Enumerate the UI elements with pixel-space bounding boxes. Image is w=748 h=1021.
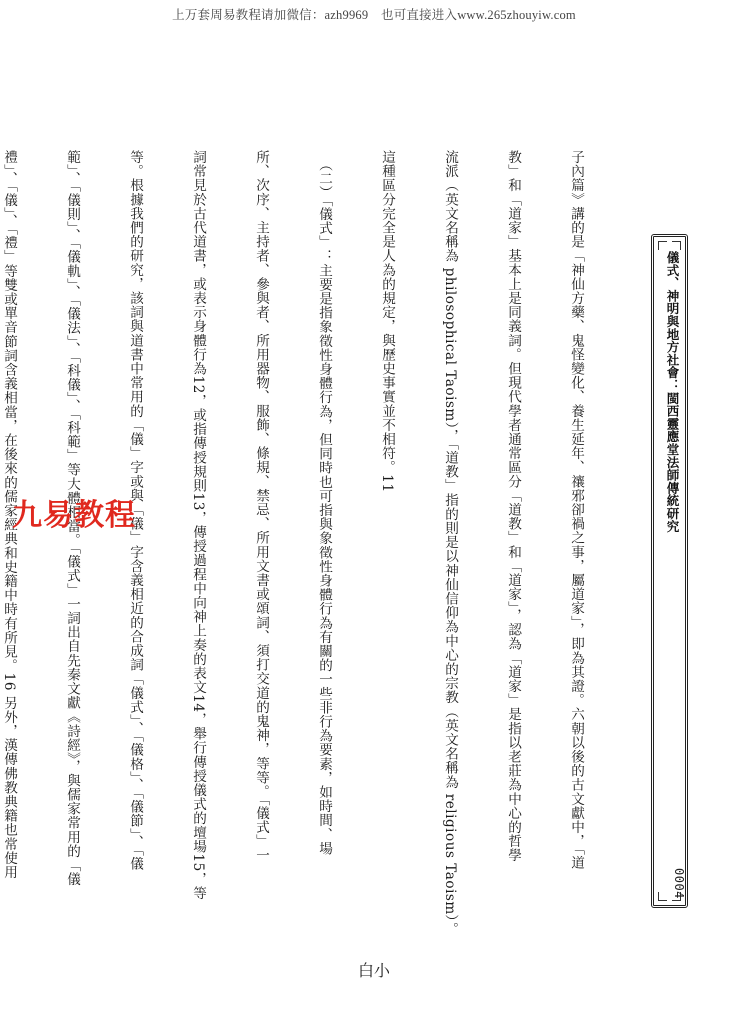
body-line: 這種區分完全是人為的規定，與歷史事實並不相符。11 bbox=[379, 150, 395, 493]
body-line: 等。根據我們的研究，該詞與道書中常用的「儀」字或與「儀」字含義相近的合成詞「儀式」、「儀格」、「儀節」、「儀 bbox=[127, 150, 143, 871]
watermark-logo: 九易教程 bbox=[12, 498, 136, 533]
corner-ornament-icon bbox=[658, 892, 667, 901]
body-line: 教」和「道家」基本上是同義詞。但現代學者通常區分「道教」和「道家」，認為「道家」是指以老莊為中心的哲學 bbox=[505, 150, 521, 863]
corner-ornament-icon bbox=[672, 241, 681, 250]
body-line: （二）「儀式」：主要是指象徵性身體行為，但同時也可指與象徵性身體行為有關的一些非行為要素，如時間、場 bbox=[316, 150, 332, 856]
corner-ornament-icon bbox=[658, 241, 667, 250]
running-head-title: 儀式、神明與地方社會：閩西靈應堂法師傳統研究 bbox=[665, 251, 680, 533]
body-line: 子內篇》講的是「神仙方藥、鬼怪變化、養生延年、禳邪卻禍之事，屬道家」，即為其證。六朝以後的古文獻中，「道 bbox=[568, 150, 584, 870]
site-banner: 上万套周易教程请加微信：azh9969 也可直接进入www.265zhouyiw.com bbox=[172, 8, 576, 22]
body-line: 範」、「儀則」、「儀軌」、「儀法」、「科儀」、「科範」等大體相當。「儀式」一詞出自先秦文獻《詩經》，與儒家常用的「儀 bbox=[64, 150, 80, 887]
body-line: 所、次序、主持者、參與者、所用器物、服飾、條規、禁忌、所用文書或頌詞、須打交道的鬼神，等等。「儀式」一 bbox=[253, 150, 269, 863]
running-head-box bbox=[651, 234, 688, 908]
page-footer: 白小 bbox=[357, 961, 390, 980]
body-line: 流派（英文名稱為 philosophical Taoism），「道教」指的則是以神仙信仰為中心的宗教（英文名稱為 religious Taoism）。 bbox=[442, 150, 458, 937]
body-line: 禮」、「儀」、「禮」等雙或單音節詞含義相當，在後來的儒家經典和史籍中時有所見。16 另外，漢傳佛教典籍也常使用 bbox=[1, 150, 17, 880]
body-line: 詞常見於古代道書，或表示身體行為12，或指傳授規則13，傳授過程中向神上奏的表文14，舉行傳授儀式的壇場15，等 bbox=[190, 150, 206, 900]
page-number: 0004 bbox=[672, 868, 686, 899]
